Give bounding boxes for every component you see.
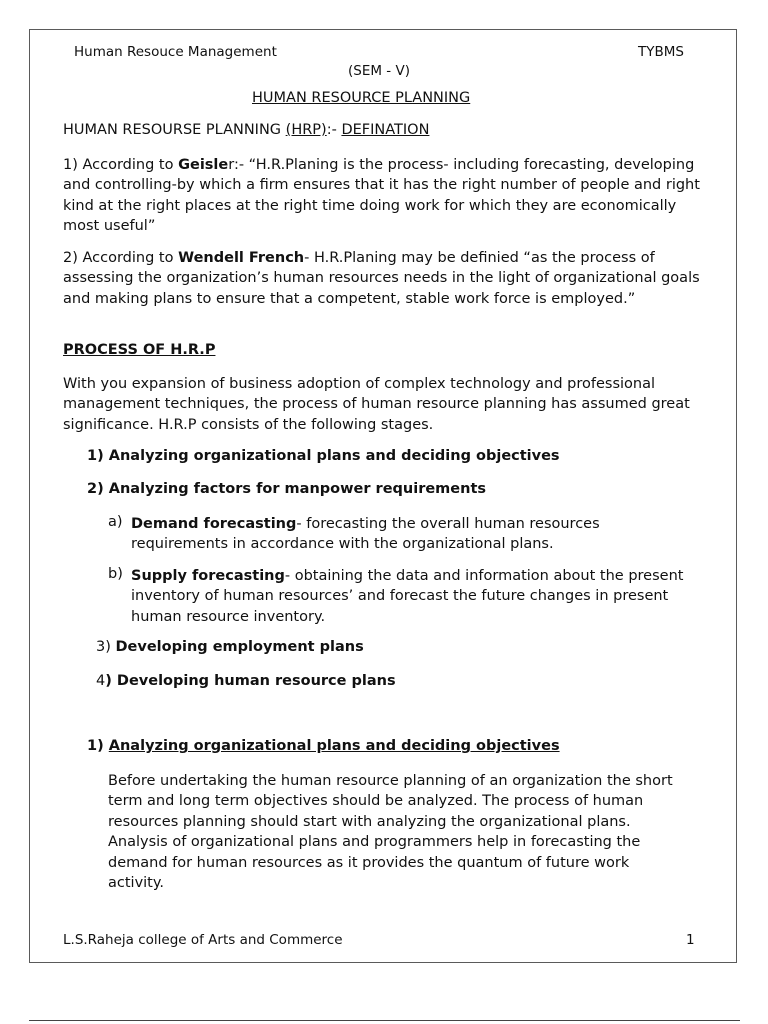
stage-3 (96, 639, 364, 655)
substage-supply-forecasting (131, 566, 701, 627)
substage-term: Supply forecasting (131, 568, 285, 584)
substage-text: - obtaining the data and information about the present inventory of human resources’ and forecast the future changes in present human resource inventory. (131, 568, 684, 625)
substage-text: - forecasting the overall human resources requirements in accordance with the organizational plans. (131, 516, 600, 553)
stage-4 (96, 673, 396, 689)
definition-text: r:- “H.R.Planing is the process- including forecasting, developing and controlling-by which a firm ensures that it has the right number of people and right kind at the right places at the right time doing work for which they are economically most useful” (63, 157, 700, 235)
header-course: TYBMS (638, 44, 684, 60)
header-subject: Human Resouce Management (74, 44, 277, 60)
stage-number: 4 (96, 673, 106, 689)
section-1-heading (87, 738, 560, 754)
footer-page-number: 1 (686, 932, 695, 948)
stage-label: Developing employment plans (115, 639, 364, 655)
definition-prefix: 2) According to (63, 250, 179, 266)
definition-prefix: 1) According to (63, 157, 179, 173)
stage-1: 1) Analyzing organizational plans and deciding objectives (87, 448, 560, 464)
definition-heading-sep: :- (326, 122, 342, 138)
definition-heading-text: HUMAN RESOURSE PLANNING (63, 122, 286, 138)
substage-b-marker: b) (108, 566, 123, 582)
definition-heading-label: DEFINATION (341, 122, 430, 138)
definition-text: - H.R.Planing may be definied “as the process of assessing the organization’s human resources needs in the light of organizational goals and making plans to ensure that a competent, stable work force is employed.” (63, 250, 700, 307)
definition-heading-abbr: (HRP) (285, 122, 327, 138)
definition-author: Geisle (178, 157, 229, 173)
document-title: HUMAN RESOURCE PLANNING (252, 90, 471, 106)
section-number: 1) (87, 738, 109, 754)
stage-number: 3) (96, 639, 116, 655)
definition-french (63, 248, 703, 309)
stage-2: 2) Analyzing factors for manpower requirements (87, 481, 487, 497)
footer-college: L.S.Raheja college of Arts and Commerce (63, 932, 343, 948)
process-intro: With you expansion of business adoption of complex technology and professional management techniques, the process of human resource planning has assumed great significance. H.R.P consists of the following stages. (63, 376, 690, 433)
substage-demand-forecasting (131, 514, 701, 555)
header-semester: (SEM - V) (348, 63, 410, 79)
bottom-divider (29, 1020, 740, 1021)
substage-a-marker: a) (108, 514, 123, 530)
section-title: Analyzing organizational plans and deciding objectives (108, 738, 560, 754)
definition-heading (63, 122, 429, 138)
process-heading: PROCESS OF H.R.P (63, 342, 216, 358)
definition-author: Wendell French (178, 250, 305, 266)
definition-geisler (63, 155, 703, 237)
stage-label: ) Developing human resource plans (105, 673, 396, 689)
section-1-body: Before undertaking the human resource planning of an organization the short term and long term objectives should be analyzed. The process of human resources planning should start with analyzing the organizational plans. Analysis of organizational plans and programmers help in forecasting the demand for human resources as it provides the quantum of future work activity. (108, 773, 673, 892)
substage-term: Demand forecasting (131, 516, 297, 532)
